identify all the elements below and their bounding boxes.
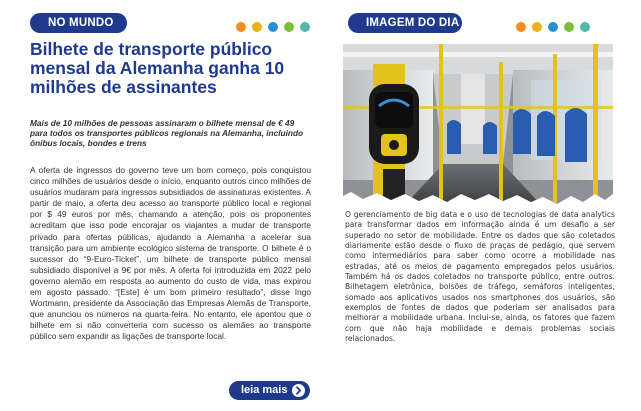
photo-svg	[343, 44, 613, 207]
article-body: A oferta de ingressos do governo teve um bom começo, pois conquistou cinco milhões de usuários desde o início, enquanto outros cinco milhões de usuários mudaram para ingressos subsidiados de assinaturas existentes. A partir de maio, a oferta deu acesso ao transporte público local e regional por $ 49 euros por mês, chamando a atenção, pois os proponentes acreditam que isso pode encorajar os viajantes a mudar de transporte privado para ofertas públicas, ajudando a Alemanha a acelerar sua transição para um ambiente ecológico sistema de transporte. O bilhete é o sucessor do “9-Euro-Ticket”, um bilhete de transporte público mensal subsidiado disponível a 9€ por mês. A oferta foi introduzida em 2022 pelo governo alemão em resposta ao aumento do custo de vida, mas expirou em agosto passado. “[Este] é um bom primeiro resultado”, disse Ingo Wortmann, presidente da Associação das Empresas Alemãs de Transporte, que anunciou os números na quarta-feira. No entanto, ele apontou que o bilhete em si não converteria com sucesso os alemães ao transporte público sem expandir as ligações de transporte local.	[30, 165, 311, 342]
article-subtitle: Mais de 10 milhões de pessoas assinaram o bilhete mensal de € 49 para todos os transportes públicos regionais na Alemanha, incluindo ônibus locais, bondes e trens	[30, 118, 304, 148]
dot-yellow	[532, 22, 542, 32]
read-more-label: leia mais	[241, 384, 288, 396]
dot-blue	[268, 22, 278, 32]
image-caption-text: O gerenciamento de big data e o uso de tecnologias de data analytics para transformar dados em informação ainda é um desafio a ser superado no setor de mobilidade. Entre os dados que são coletados diariamente estão desde o fluxo de praças de pedágio, que servem como intermediários para saber como ocorre a mobilidade nas estradas, até os meios de pagamento empregados pelos usuários. Também há os dados coletados no transporte público, entre outros. Bilhetagem eletrônica, bolsões de tráfego, semáforos inteligentes, somado aos aplicativos usados nos smartphones dos usuários, são exemplos de fontes de dados que poderiam ser analisados para melhorar a mobilidade urbana. Inclui-se, ainda, os fatores que fazem com que não haja mobilidade e demais problemas sociais relacionados.	[345, 210, 615, 344]
dot-yellow	[252, 22, 262, 32]
color-dots-left	[236, 22, 310, 32]
dot-green	[284, 22, 294, 32]
dot-teal	[300, 22, 310, 32]
chevron-right-icon	[292, 384, 305, 397]
dot-orange	[516, 22, 526, 32]
dot-teal	[580, 22, 590, 32]
dot-orange	[236, 22, 246, 32]
article-title: Bilhete de transporte público mensal da Alemanha ganha 10 milhões de assinantes	[30, 39, 285, 97]
section-badge-imagem-do-dia	[348, 13, 462, 33]
bus-interior-photo	[343, 44, 613, 207]
dot-green	[564, 22, 574, 32]
read-more-button[interactable]	[229, 381, 310, 400]
section-badge-no-mundo	[30, 13, 127, 33]
article-header	[30, 40, 311, 148]
section-badge-label: NO MUNDO	[48, 17, 114, 29]
color-dots-right	[516, 22, 590, 32]
dot-blue	[548, 22, 558, 32]
section-badge-label: IMAGEM DO DIA	[366, 17, 460, 29]
